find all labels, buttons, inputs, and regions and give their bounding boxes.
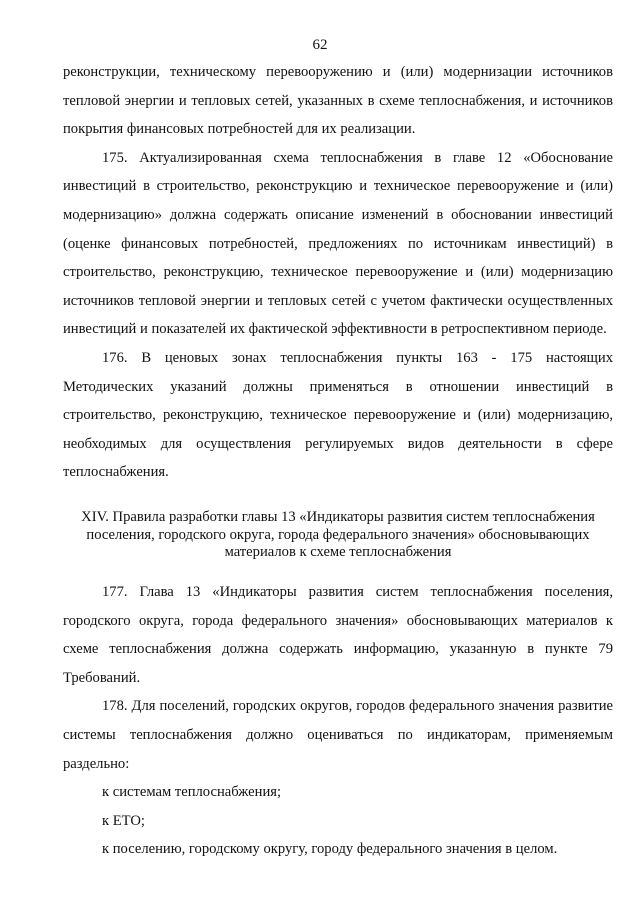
- paragraph-continuation: реконструкции, техническому перевооружению и (или) модернизации источников тепловой энергии и тепловых сетей, указанных в схеме теплоснабжения, и источников покрытия финансовых потребностей для их реализации.: [63, 64, 613, 138]
- list-item-settlement: к поселению, городскому округу, городу федерального значения в целом.: [102, 841, 558, 858]
- paragraph-176: 176. В ценовых зонах теплоснабжения пункты 163 - 175 настоящих Методических указаний должны применяться в отношении инвестиций в строительство, реконструкцию, техническое перевооружение и (или) модернизацию, необходимых для осуществления регулируемых видов деятельности в сфере теплоснабжения.: [63, 349, 613, 481]
- bottom-text-block: [63, 578, 613, 864]
- section-heading-line-3: материалов к схеме теплоснабжения: [224, 544, 452, 560]
- top-text-block: [63, 58, 613, 487]
- section-heading: [63, 509, 613, 562]
- list-item-heat-systems: к системам теплоснабжения;: [102, 784, 282, 801]
- paragraph-178: 178. Для поселений, городских округов, городов федерального значения развитие системы теплоснабжения должно оцениваться по индикаторам, применяемым раздельно:: [63, 698, 613, 772]
- paragraph-177: 177. Глава 13 «Индикаторы развития систем теплоснабжения поселения, городского округа, города федерального значения» обосновывающих материалов к схеме теплоснабжения должна содержать информацию, указанную в пункте 79 Требований.: [63, 584, 613, 686]
- page-number: 62: [312, 37, 328, 53]
- paragraph-175: 175. Актуализированная схема теплоснабжения в главе 12 «Обоснование инвестиций в строительство, реконструкцию и техническое перевооружение и (или) модернизацию» должна содержать описание изменений в обосновании инвестиций (оценке финансовых потребностей, предложениях по источникам инвестиций) в строительство, реконструкцию, техническое перевооружение и (или) модернизацию источников тепловой энергии и тепловых сетей с учетом фактически осуществленных инвестиций и показателей их фактической эффективности в ретроспективном периоде.: [63, 149, 613, 338]
- section-heading-line-1: XIV. Правила разработки главы 13 «Индикаторы развития систем теплоснабжения: [81, 509, 595, 525]
- list-item-eto: к ЕТО;: [102, 812, 145, 829]
- section-heading-line-2: поселения, городского округа, города федерального значения» обосновывающих: [86, 526, 590, 543]
